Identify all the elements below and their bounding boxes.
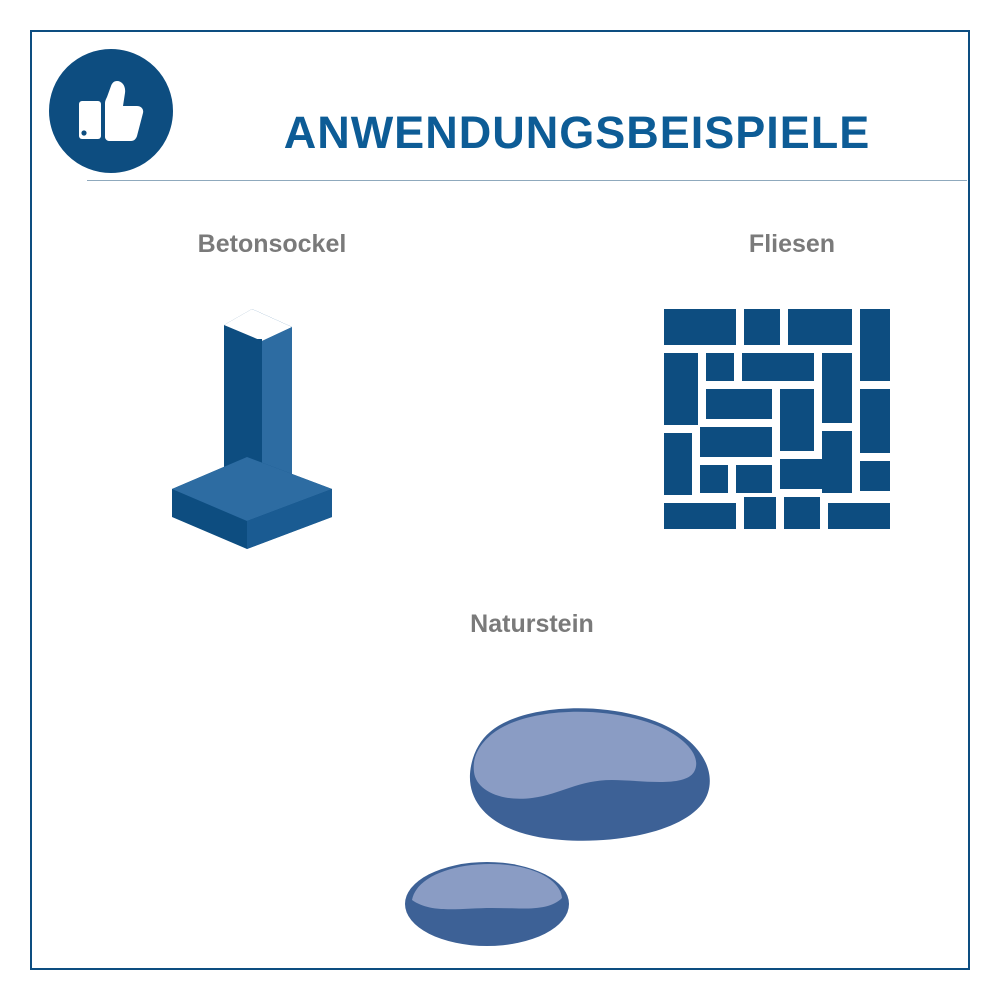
concrete-base-icon [142, 277, 422, 567]
thumbs-up-icon [49, 49, 173, 173]
label-fliesen: Fliesen [748, 230, 836, 258]
page-title: ANWENDUNGSBEISPIELE [283, 107, 871, 158]
label-betonsockel: Betonsockel [197, 230, 347, 258]
thumbs-up-badge [46, 46, 176, 176]
figure-naturstein [372, 662, 732, 967]
tiles-icon [622, 267, 912, 557]
application-examples-panel [30, 30, 970, 970]
label-naturstein: Naturstein [470, 610, 594, 638]
title-divider [87, 180, 967, 181]
figure-betonsockel [142, 277, 422, 572]
figure-fliesen [622, 267, 912, 562]
natural-stone-icon [372, 662, 732, 962]
